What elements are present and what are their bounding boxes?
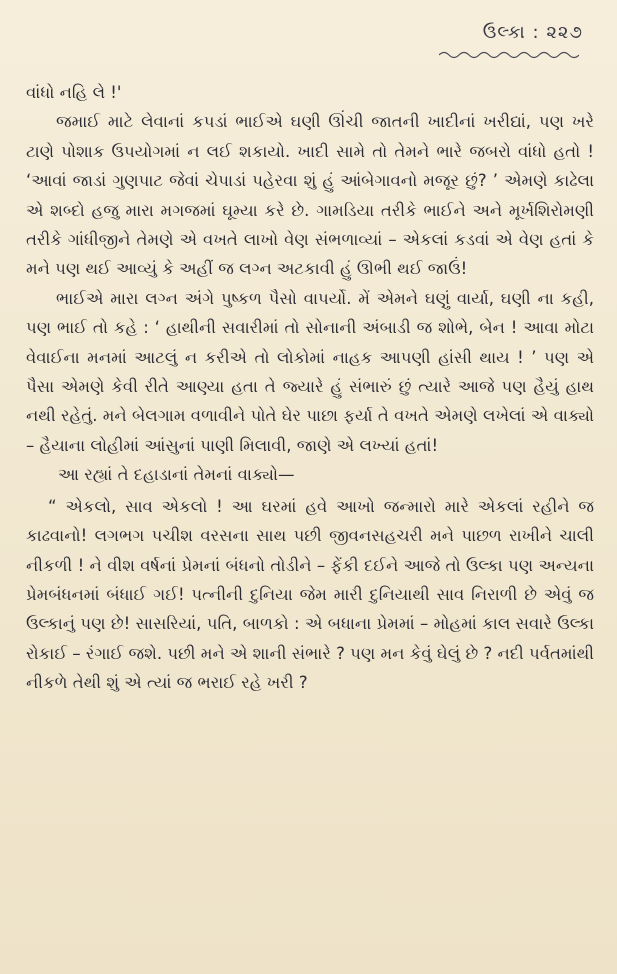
paragraph-1: વાંધો નહિ લે !' — [26, 83, 122, 102]
running-header: ઉલ્કા : ૨૨૭ — [482, 22, 583, 43]
paragraph-4: આ રહ્યાં તે દહાડાનાં તેમનાં વાક્યો— — [58, 465, 295, 485]
paragraph-2: જમાઈ માટે લેવાનાં કપડાં ભાઈએ ઘણી ઊંચી જાતની ખાદીનાં ખરીદ્યાં, પણ ખરે ટાણે પોશાક ઉપયોગમાં ન લઈ શકાયો. ખાદી સામે તો તેમને ભારે જબરો વાંધો હતો ! ‘આવાં જાડાં ગુણપાટ જેવાં ચેપાડાં પહેરવા શું હું આંબેગાવનો મજૂર છું? ’ એમણે કાઢેલા એ શબ્દો હજુ મારા મગજમાં ઘૂમ્યા કરે છે. ગામડિયા તરીકે ભાઈને અને મૂર્ખશિરોમણી તરીકે ગાંધીજીને તેમણે એ વખતે લાખો વેણ સંભળાવ્યાં – એકલાં કડવાં એ વેણ હતાં કે મને પણ થઈ આવ્યું કે અહીં જ લગ્ન અટકાવી હું ઊભી થઈ જાઉં! — [26, 112, 594, 279]
wavy-rule-ornament — [439, 50, 579, 60]
body-text — [26, 78, 594, 698]
paragraph-5-quote: “ એકલો, સાવ એકલો ! આ ઘરમાં હવે આખો જન્મારો મારે એકલાં રહીને જ કાઢવાનો! લગભગ પચીશ વરસના સાથ પછી જીવનસહચરી મને પાછળ રાખીને ચાલી નીકળી ! ને વીશ વર્ષનાં પ્રેમનાં બંધનો તોડીને – ફેંકી દઈને આજે તો ઉલ્કા પણ અન્યના પ્રેમબંધનમાં બંધાઈ ગઈ! પત્નીની દુનિયા જેમ મારી દુનિયાથી સાવ નિરાળી છે એવું જ ઉલ્કાનું પણ છે! સાસરિયાં, પતિ, બાળકો : એ બધાના પ્રેમમાં – મોહમાં કાલ સવારે ઉલ્કા રોકાઈ – રંગાઈ જશે. પછી મને એ શાની સંભારે ? પણ મન કેવું ઘેલું છે ? નદી પર્વતમાંથી નીકળે તેથી શું એ ત્યાં જ ભરાઈ રહે ખરી ? — [26, 496, 594, 693]
paragraph-3: ભાઈએ મારા લગ્ન અંગે પુષ્કળ પૈસો વાપર્યો. મેં એમને ઘણું વાર્યા, ઘણી ના કહી, પણ ભાઈ તો કહે : ‘ હાથીની સવારીમાં તો સોનાની અંબાડી જ શોભે, બેન ! આવા મોટા વેવાઈના મનમાં આટલું ન કરીએ તો લોકોમાં નાહક આપણી હાંસી થાય ! ’ પણ એ પૈસા એમણે કેવી રીતે આણ્યા હતા તે જ્યારે હું સંભારું છું ત્યારે આજે પણ હૈયું હાથ નથી રહેતું. મને બેલગામ વળાવીને પોતે ઘેર પાછા ફર્યા તે વખતે એમણે લખેલાં એ વાક્યો – હૈયાના લોહીમાં આંસુનાં પાણી મિલાવી, જાણે એ લખ્યાં હતાં! — [26, 288, 594, 455]
